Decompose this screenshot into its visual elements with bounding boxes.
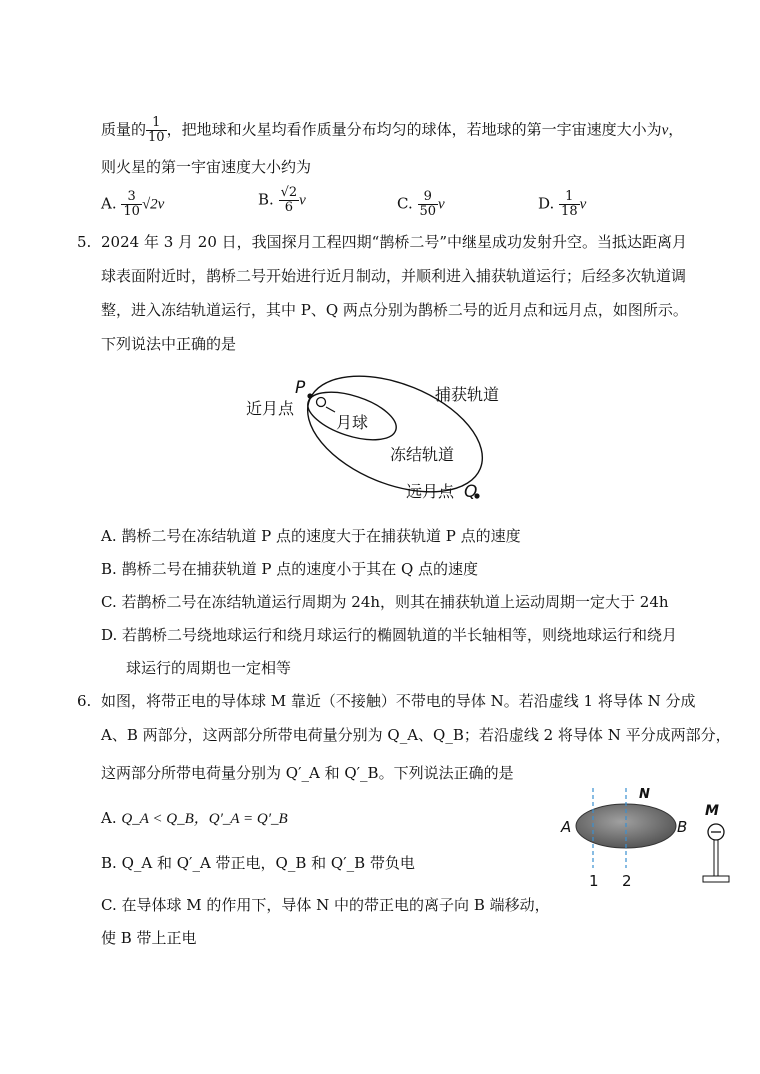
label-line-1: 1 (589, 872, 599, 890)
fraction-numerator: 3 (121, 190, 142, 205)
q5-line2: 球表面附近时，鹊桥二号开始进行近月制动，并顺利进入捕获轨道运行；后经多次轨道调 (101, 267, 687, 285)
q4-option-b[interactable] (258, 186, 306, 215)
stand-pole (714, 840, 718, 876)
option-label: D. (538, 194, 555, 213)
option-label: A. (101, 527, 117, 545)
fraction-numerator: 9 (418, 190, 439, 205)
fraction-denominator: 10 (123, 204, 140, 219)
q5-line4: 下列说法中正确的是 (101, 335, 237, 353)
q6-line3: 这两部分所带电荷量分别为 Q′_A 和 Q′_B。下列说法正确的是 (101, 764, 514, 782)
q5-number: 5. (77, 233, 92, 251)
fraction-denominator: 50 (419, 204, 437, 219)
q4-fraction (146, 116, 167, 145)
label-m: M (705, 803, 719, 819)
q4-line2: 则火星的第一宇宙速度大小约为 (101, 158, 312, 176)
q4-option-a[interactable] (101, 190, 164, 219)
option-text: Q_A < Q_B，Q′_A = Q′_B (121, 811, 288, 827)
orbit-diagram (240, 370, 530, 510)
option-fraction (418, 190, 439, 219)
fraction-denominator: 10 (148, 130, 165, 145)
option-text: 鹊桥二号在捕获轨道 P 点的速度小于其在 Q 点的速度 (121, 560, 479, 578)
q5-option-c[interactable] (101, 592, 669, 612)
fraction-numerator: 1 (559, 190, 580, 205)
option-rest: v (579, 196, 587, 213)
q5-option-b[interactable] (101, 559, 478, 579)
point-p-dot (307, 393, 312, 398)
q4-var-v: v (661, 122, 669, 139)
option-fraction (279, 186, 300, 215)
q6-option-c[interactable] (101, 895, 550, 915)
option-fraction (559, 190, 580, 219)
option-label: C. (101, 896, 117, 914)
q4-text-pre: 质量的 (101, 120, 147, 139)
option-rest: √2v (141, 196, 165, 213)
q5-line3: 整，进入冻结轨道运行，其中 P、Q 两点分别为鹊桥二号的近月点和远月点，如图所示。 (101, 301, 688, 319)
fraction-denominator: 18 (561, 204, 578, 219)
q5-option-d-cont: 球运行的周期也一定相等 (126, 659, 292, 677)
option-label: C. (101, 593, 117, 611)
q5-option-a[interactable] (101, 526, 521, 546)
q6-line1: 如图，将带正电的导体球 M 靠近（不接触）不带电的导体 N。若沿虚线 1 将导体 N 分成 (101, 692, 696, 710)
option-label: C. (397, 194, 413, 213)
q6-option-b[interactable] (101, 853, 415, 873)
label-far: 远月点 (406, 482, 455, 501)
q6-option-c-cont: 使 B 带上正电 (101, 929, 197, 947)
label-frozen: 冻结轨道 (390, 445, 455, 464)
option-text: Q_A 和 Q′_A 带正电，Q_B 和 Q′_B 带负电 (121, 854, 415, 872)
q4-text-post: ，把地球和火星均看作质量分布均匀的球体，若地球的第一宇宙速度大小为 (166, 120, 662, 139)
label-near: 近月点 (246, 399, 295, 418)
fraction-numerator: √2 (280, 185, 298, 200)
stand-base (703, 876, 729, 882)
option-label: A. (101, 194, 117, 213)
label-p: P (295, 378, 306, 398)
option-label: A. (101, 809, 117, 827)
fraction-numerator: 1 (146, 116, 167, 131)
label-n: N (639, 787, 650, 802)
label-moon: 月球 (336, 413, 369, 432)
moon-circle (317, 398, 326, 407)
option-text: 若鹊桥二号绕地球运行和绕月球运行的椭圆轨道的半长轴相等，则绕地球运行和绕月 (122, 626, 678, 644)
q4-option-d[interactable] (538, 190, 586, 219)
conductor-diagram (555, 782, 755, 892)
label-line-2: 2 (622, 872, 632, 890)
q5-option-d[interactable] (101, 625, 677, 645)
option-rest: v (438, 196, 445, 213)
q4-line1 (101, 116, 683, 145)
option-label: B. (101, 854, 117, 872)
label-capture: 捕获轨道 (435, 385, 500, 404)
q4-option-c[interactable] (397, 190, 445, 219)
q6-line2: A、B 两部分，这两部分所带电荷量分别为 Q_A、Q_B；若沿虚线 2 将导体 N 平分成两部分， (101, 726, 731, 744)
q6-number: 6. (77, 692, 92, 710)
option-fraction (121, 190, 142, 219)
option-label: B. (258, 190, 274, 209)
label-a: A (561, 818, 572, 836)
q5-line1: 2024 年 3 月 20 日，我国探月工程四期“鹊桥二号”中继星成功发射升空。当抵达距离月 (101, 233, 687, 251)
option-text: 鹊桥二号在冻结轨道 P 点的速度大于在捕获轨道 P 点的速度 (121, 527, 521, 545)
option-text: 在导体球 M 的作用下，导体 N 中的带正电的离子向 B 端移动， (121, 896, 550, 914)
fraction-denominator: 6 (284, 200, 293, 215)
option-text: 若鹊桥二号在冻结轨道运行周期为 24h，则其在捕获轨道上运动周期一定大于 24h (121, 593, 669, 611)
q6-option-a[interactable] (101, 808, 288, 829)
option-rest: v (299, 192, 306, 209)
q4-text-end: ， (668, 120, 684, 139)
option-label: B. (101, 560, 117, 578)
option-label: D. (101, 626, 118, 644)
label-b: B (677, 818, 688, 836)
label-q: Q (464, 482, 478, 502)
moon-pointer (326, 407, 335, 412)
